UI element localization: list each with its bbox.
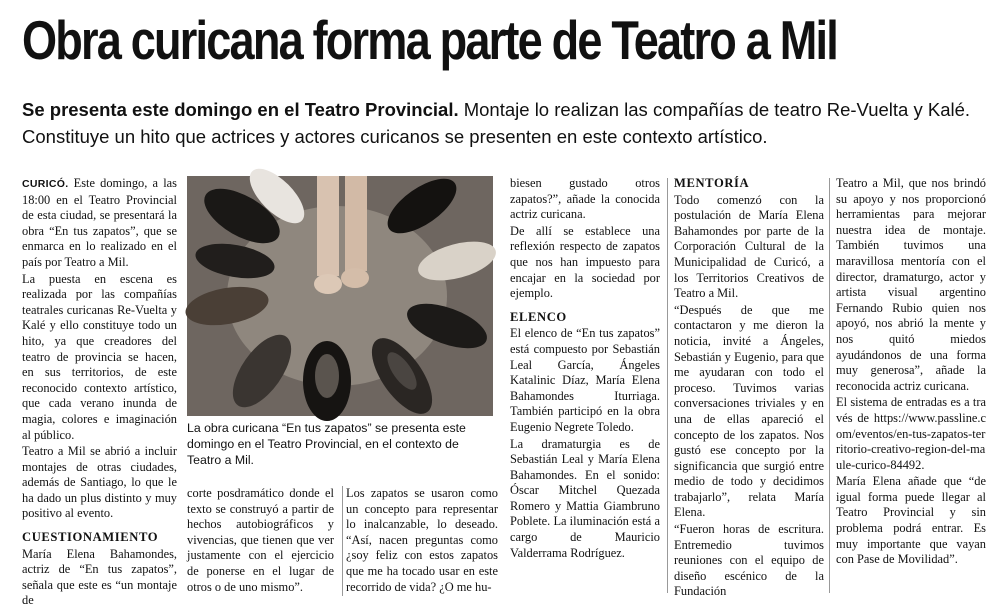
column-2 bbox=[187, 486, 334, 596]
subhead-elenco: ELENCO bbox=[510, 309, 567, 324]
col1-paragraph-4: María Elena Bahamondes, actriz de “En tus zapatos”, señala que este es “un montaje de bbox=[22, 546, 177, 608]
col4-paragraph-1: Todo comenzó con la postulación de María Elena Bahamondes por parte de la Corporación Cultural de la Municipalidad de Curicó, a los Territorios Creativos de Teatro a Mil. bbox=[674, 192, 824, 301]
col5-paragraph-1: Teatro a Mil, que nos brindó su apoyo y nos proporcionó herramientas para mejorar nuestra idea de montaje. También tuvimos una maravillosa mentoría con el director, dramaturgo, actor y artista visual argentino Fernando Rubio quien nos apoyó, nos abrió la mente y nos quitó miedos ayudándonos de una forma muy generosa”, añade la reconocida actriz curicana. bbox=[836, 176, 986, 393]
column-divider bbox=[829, 178, 830, 593]
column-3-bottom bbox=[346, 486, 498, 596]
col5-paragraph-3: María Elena añade que “de igual forma puede llegar al Teatro Provincial y sin problema podrá entrar. Es muy importante que vayan con Pase de Movilidad”. bbox=[836, 474, 986, 567]
dateline: CURICÓ. bbox=[22, 178, 69, 190]
col3-paragraph-2: La dramaturgia es de Sebastián Leal y María Elena Bahamondes. En el sonido: Óscar Mitchel Quezada Romero y Mattia Giambruno Poblete. La iluminación está a cargo de Mauricio Valderrama Rodríguez. bbox=[510, 436, 660, 560]
column-divider bbox=[667, 178, 668, 593]
photo-caption: La obra curicana “En tus zapatos” se presenta este domingo en el Teatro Provincial, en el contexto de Teatro a Mil. bbox=[187, 421, 466, 467]
col4-paragraph-3: “Fueron horas de escritura. Entremedio tuvimos reuniones con el equipo de diseño escénico de la Fundación bbox=[674, 522, 824, 599]
col3-paragraph-top-2: De allí se establece una reflexión respecto de zapatos que nos han impuesto para encajar en la sociedad por ejemplo. bbox=[510, 223, 660, 301]
deck-lead: Se presenta este domingo en el Teatro Provincial. bbox=[22, 99, 459, 120]
col2-paragraph-1: corte posdramático donde el texto se construyó a partir de hechos autobiográficos y vivencias, que tienen que ver justamente con el ejercicio de ponerse en el lugar de otros o de uno mismo”. bbox=[187, 486, 334, 594]
headline: Obra curicana forma parte de Teatro a Mil bbox=[22, 9, 837, 71]
col1-paragraph-1: CURICÓ. Este domingo, a las 18:00 en el Teatro Provincial de esta ciudad, se presentará la obra “En tus zapatos”, que se enmarca en lo realizado en el país por Teatro a Mil. bbox=[22, 176, 177, 269]
column-4 bbox=[674, 176, 824, 601]
col3-paragraph-1: El elenco de “En tus zapatos” está compuesto por Sebastián Leal García, Ángeles Katalinic Díaz, María Elena Bahamondes Iturriaga. También participó en la obra Eugenio Negrete Toledo. bbox=[510, 326, 660, 434]
shoes-circle-illustration bbox=[187, 176, 493, 416]
column-1 bbox=[22, 176, 177, 608]
deck-text: Montaje lo realizan las compañías de teatro Re-Vuelta y Kalé. Constituye un hito que actrices y actores curicanos se presenten en este contexto artístico. bbox=[22, 99, 971, 147]
col1-paragraph-3: Teatro a Mil se abrió a incluir montajes de otras ciudades, además de Santiago, lo que le ha dado un plus distinto y muy positivo al evento. bbox=[22, 444, 177, 521]
col5-paragraph-2: El sistema de entradas es a través de https://www.passline.com/eventos/en-tus-zapatos-territorio-creativo-region-del-maule-curico-84492. bbox=[836, 395, 986, 472]
col4-paragraph-2: “Después de que me contactaron y me dieron la noticia, invité a Ángeles, Sebastián y Eugenio, para que me ayudaran con todo el proceso. Tuvimos varias conversaciones triviales y en una de ellas apareció el concepto de los zapatos. Nos gustó ese concepto por la significancia que surgió entre medio de todo y decidimos trabajarlo”, relata María Elena. bbox=[674, 302, 824, 520]
col3-paragraph-top-1: biesen gustado otros zapatos?”, añade la conocida actriz curicana. bbox=[510, 176, 660, 222]
column-5 bbox=[836, 176, 986, 601]
article-photo bbox=[187, 176, 493, 416]
column-divider bbox=[342, 486, 343, 596]
column-3 bbox=[510, 176, 660, 560]
subhead-mentoria: MENTORÍA bbox=[674, 176, 750, 190]
col1-paragraph-2: La puesta en escena es realizada por las compañías teatrales curicanas Re-Vuelta y Kalé y ello constituye todo un hito, ya que creadores del teatro de provincia se hacen, en sus territorios, de este reconocido contexto artístico, que cada verano inunda de magia, colores e imaginación al público. bbox=[22, 271, 177, 442]
col3-paragraph-bottom: Los zapatos se usaron como un concepto para representar lo inalcanzable, lo deseado. “Así, nacen preguntas como ¿soy feliz con estos zapatos que me ha tocado usar en este recorrido de vida? ¿O me hu- bbox=[346, 486, 498, 594]
subhead-cuestionamiento: CUESTIONAMIENTO bbox=[22, 530, 159, 545]
deck bbox=[22, 96, 982, 150]
